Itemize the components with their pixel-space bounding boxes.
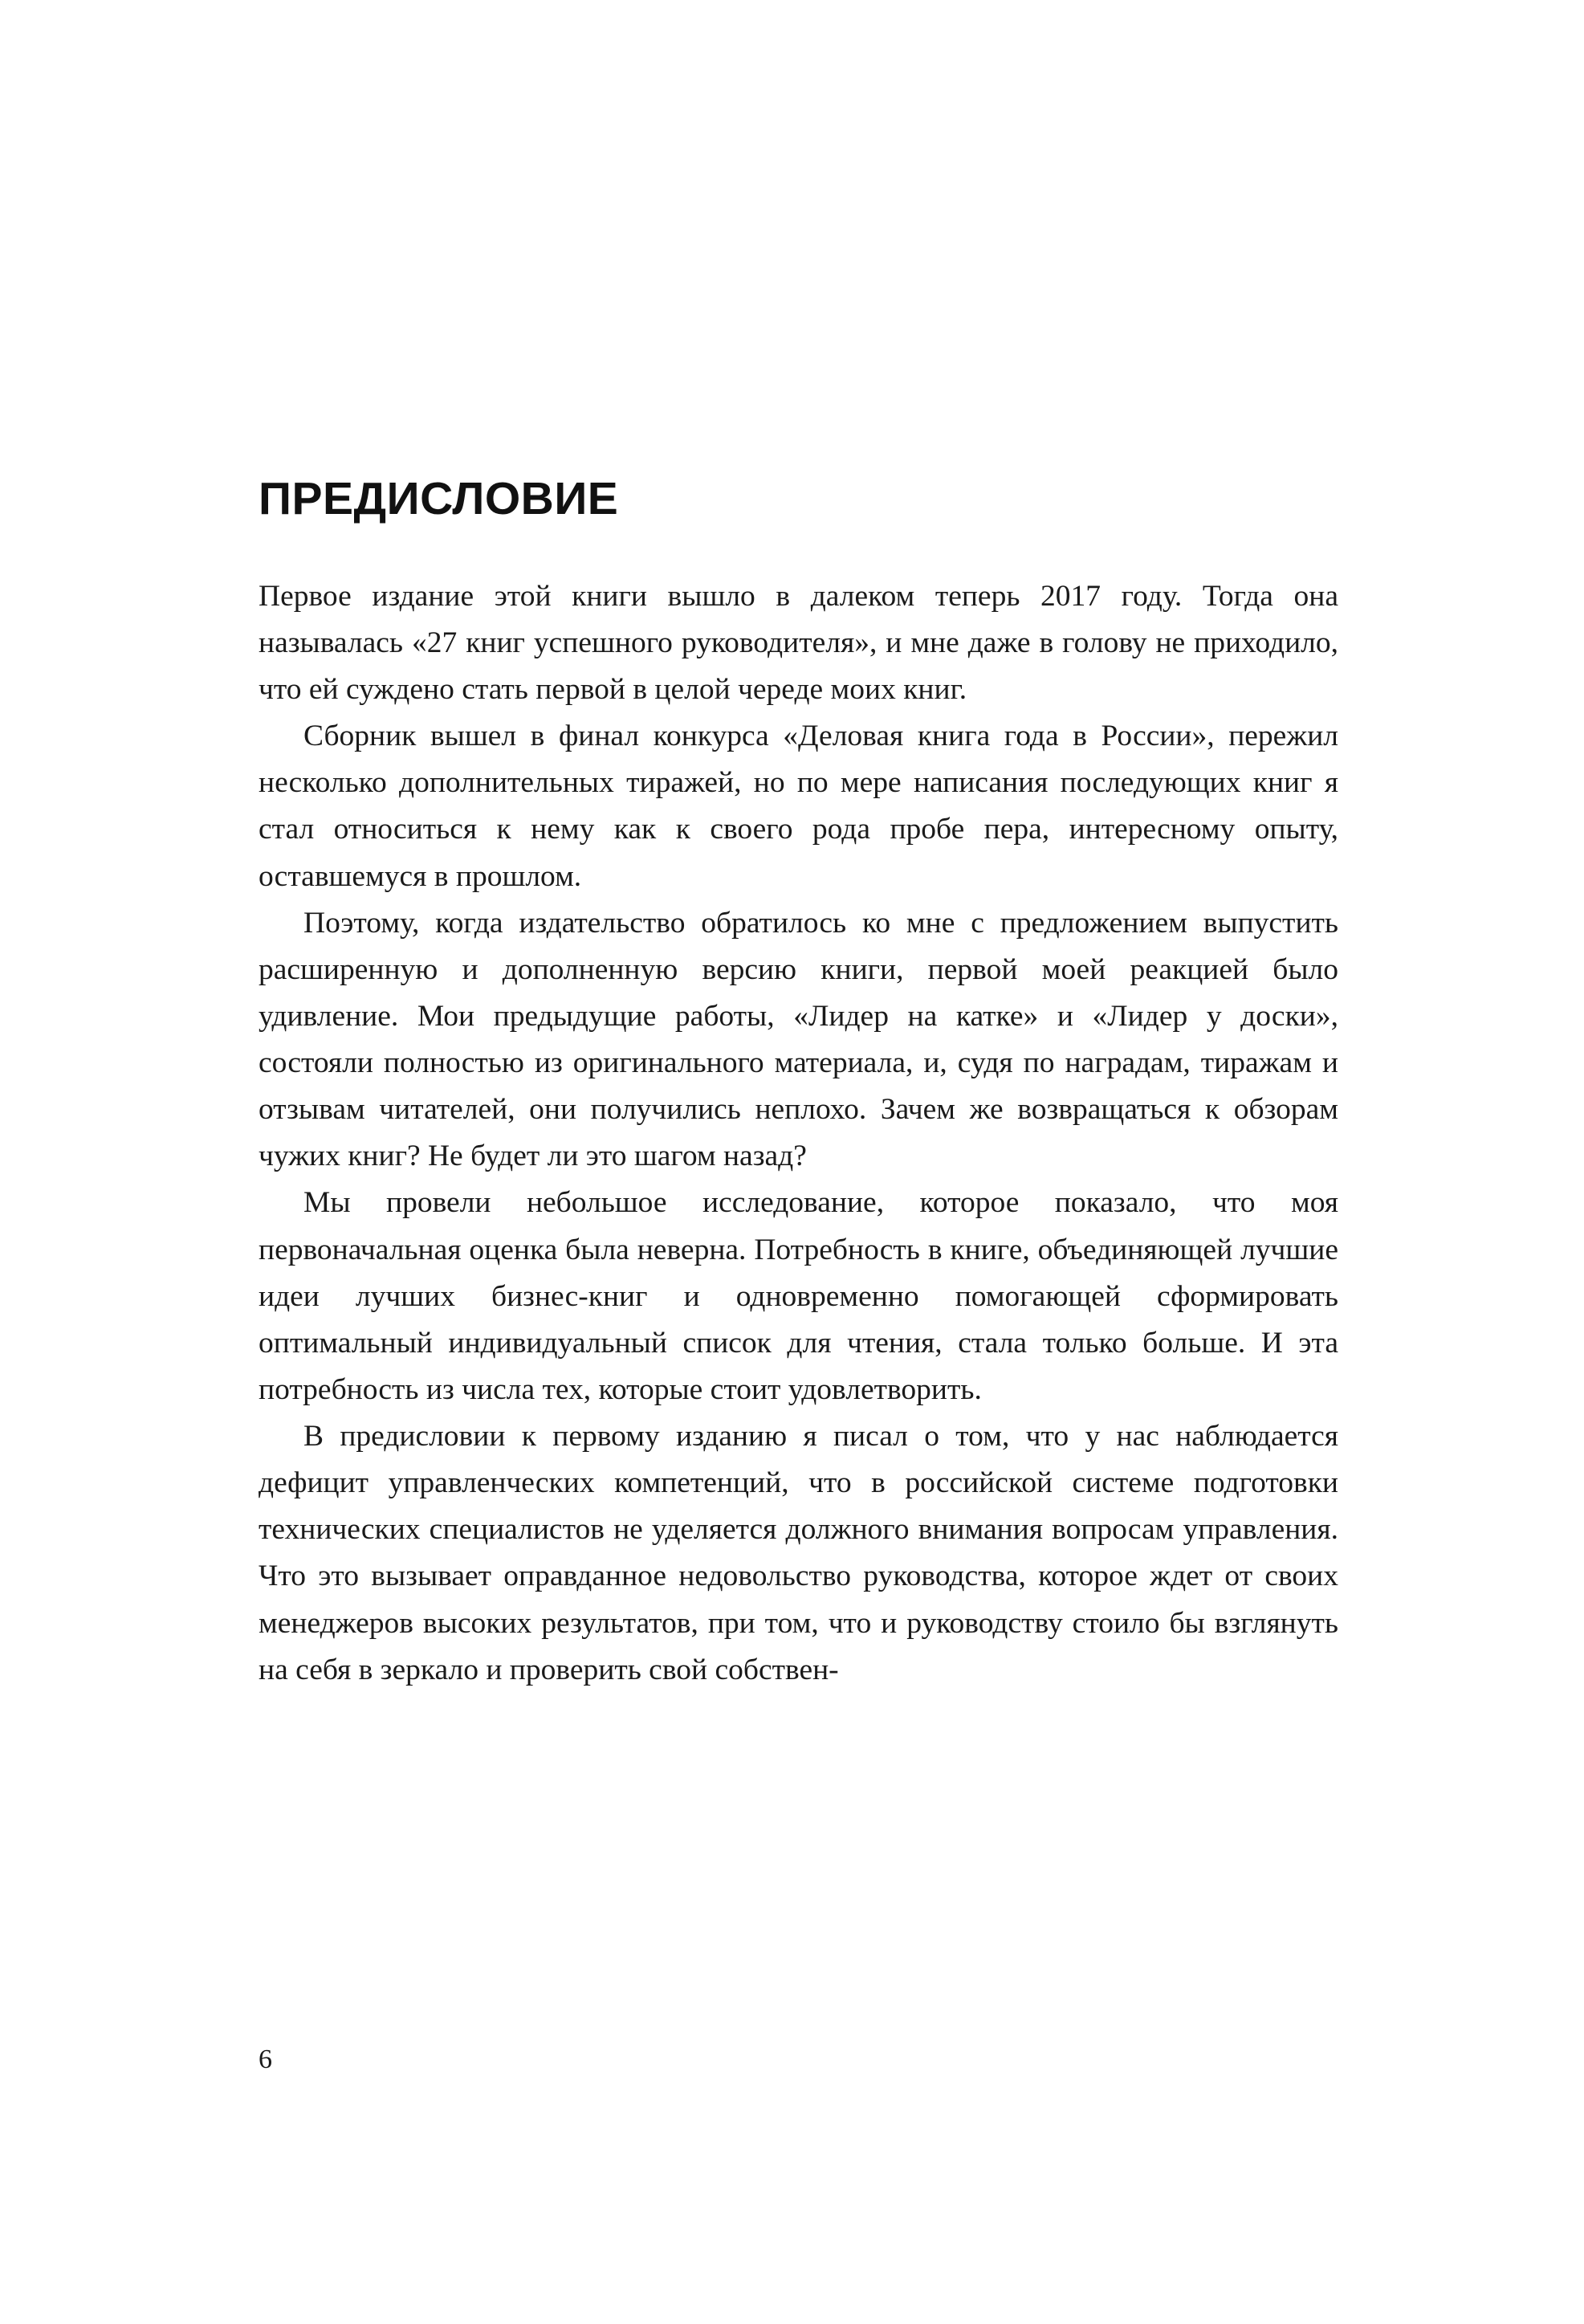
paragraph-2: Сборник вышел в финал конкурса «Деловая книга года в России», пережил несколько дополнительных тиражей, но по мере написания последующих книг я стал относиться к нему как к своего рода пробе пера, интересному опыту, оставшемуся в прошлом. [259,720,1338,893]
paragraph-4: Мы провели небольшое исследование, которое показало, что моя первоначальная оценка была неверна. Потребность в книге, объединяющей лучшие идеи лучших бизнес-книг и одновременно помогающей сформировать оптимальный индивидуальный список для чтения, стала только больше. И эта потребность из числа тех, которые стоит удовлетворить. [259,1186,1338,1406]
paragraph-1: Первое издание этой книги вышло в далеком теперь 2017 году. Тогда она называлась «27 книг успешного руководителя», и мне даже в голову не приходило, что ей суждено стать первой в целой череде моих книг. [259,579,1338,707]
page-content [259,475,1338,1694]
page-title: ПРЕДИСЛОВИЕ [259,473,619,524]
paragraph-3: Поэтому, когда издательство обратилось ко мне с предложением выпустить расширенную и дополненную версию книги, первой моей реакцией было удивление. Мои предыдущие работы, «Лидер на катке» и «Лидер у доски», состояли полностью из оригинального материала, и, судя по наградам, тиражам и отзывам читателей, они получились неплохо. Зачем же возвращаться к обзорам чужих книг? Не будет ли это шагом назад? [259,906,1338,1173]
page-number: 6 [259,2045,272,2074]
paragraph-5: В предисловии к первому изданию я писал о том, что у нас наблюдается дефицит управленческих компетенций, что в российской системе подготовки технических специалистов не уделяется должного внимания вопросам управления. Что это вызывает оправданное недовольство руководства, которое ждет от своих менеджеров высоких результатов, при том, что и руководству стоило бы взглянуть на себя в зеркало и проверить свой собствен- [259,1420,1338,1686]
